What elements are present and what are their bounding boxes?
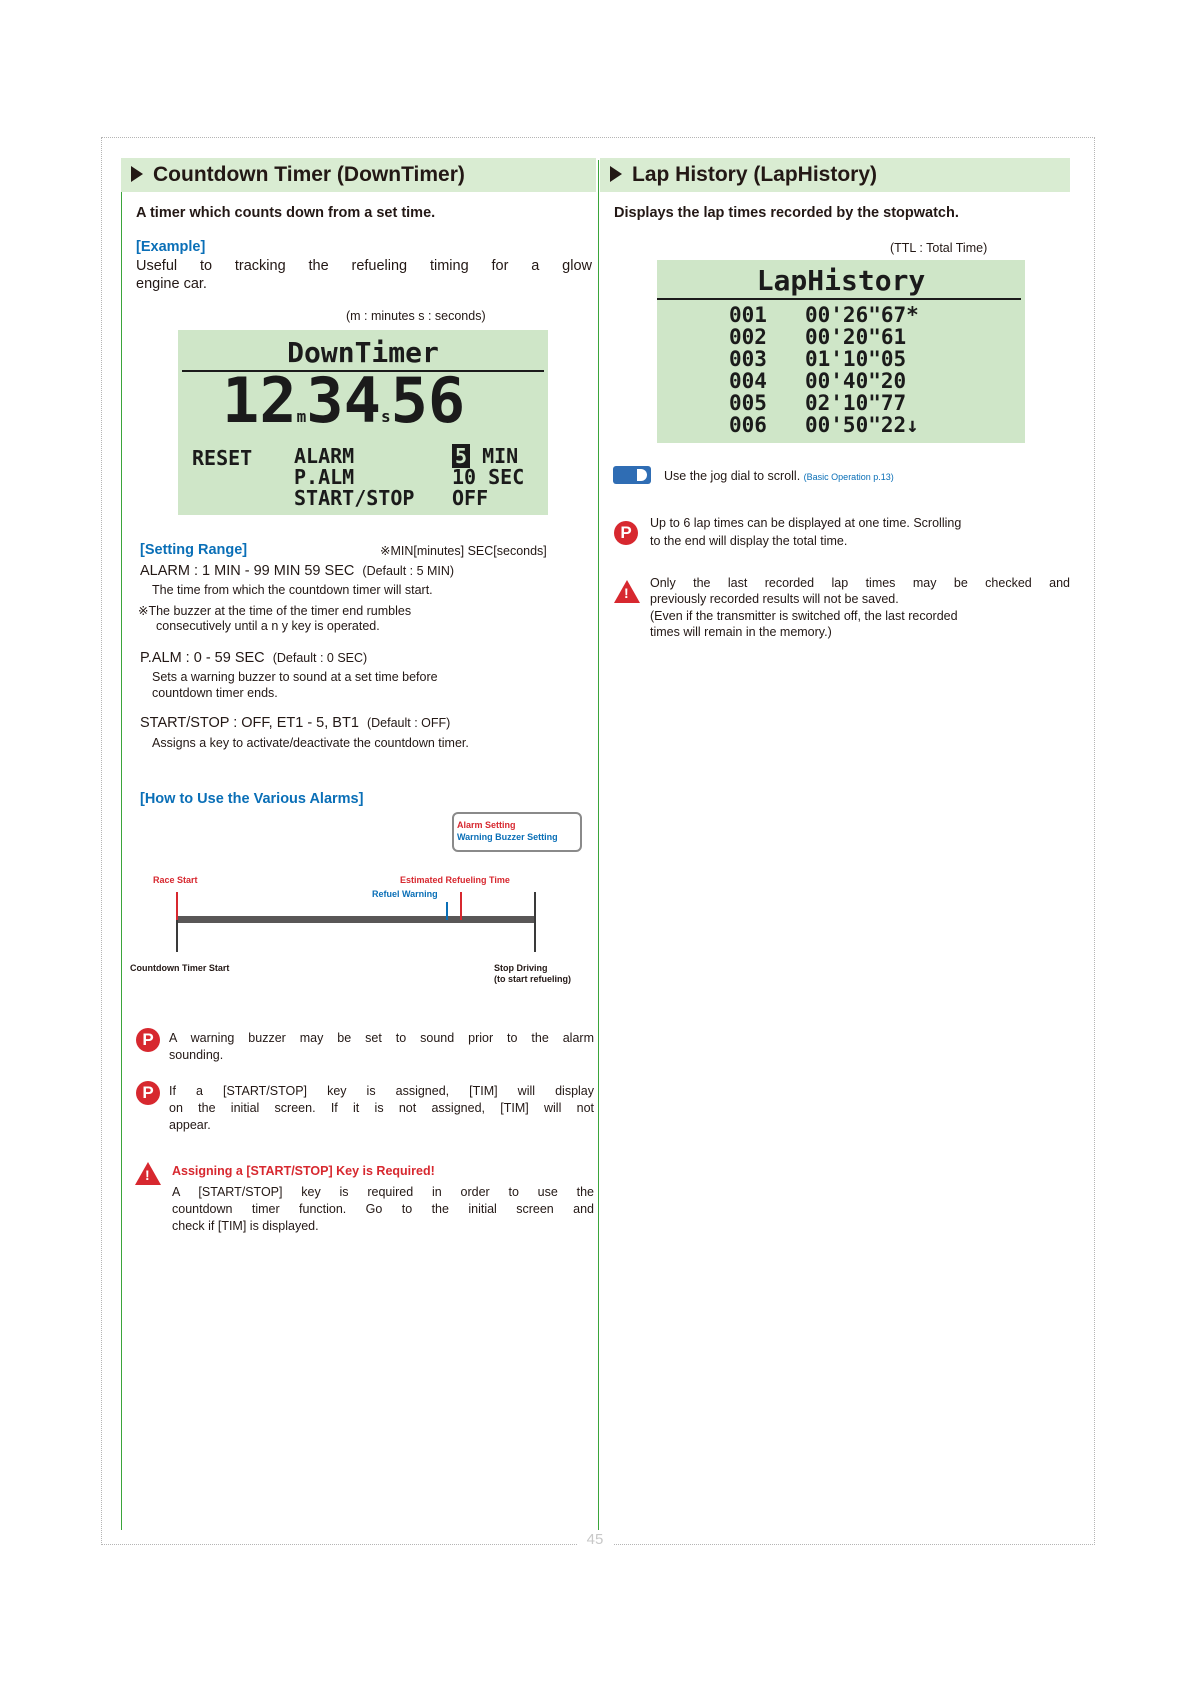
warning-line2: countdown timer function. Go to the initial screen and — [172, 1202, 594, 1216]
lap-time: 01'10"05 — [805, 347, 907, 371]
warning-line3: check if [TIM] is displayed. — [172, 1219, 319, 1233]
lap-number: 002 — [729, 325, 767, 349]
palm-desc-line1: Sets a warning buzzer to sound at a set time before — [152, 670, 438, 684]
race-start-label: Race Start — [153, 875, 198, 885]
lap-number: 005 — [729, 391, 767, 415]
warning-title: Assigning a [START/STOP] Key is Required! — [172, 1164, 435, 1178]
startstop-desc: Assigns a key to activate/deactivate the countdown timer. — [152, 736, 469, 750]
point-note-1-line1: A warning buzzer may be set to sound prior to the alarm — [169, 1031, 594, 1045]
point-icon: P — [136, 1028, 160, 1052]
downtimer-lcd — [178, 330, 548, 515]
lcd-settings-values: 5 MIN 10 SEC OFF — [452, 444, 525, 510]
lap-number: 001 — [729, 303, 767, 327]
jog-dial-icon — [613, 466, 651, 484]
lap-times — [805, 304, 919, 436]
example-text-line2: engine car. — [136, 276, 207, 292]
point-note-2-line3: appear. — [169, 1118, 211, 1132]
lap-warning-line4: times will remain in the memory.) — [650, 625, 832, 639]
lcd-title: DownTimer — [287, 336, 439, 369]
refuel-warning-label: Refuel Warning — [372, 889, 438, 899]
point-note-2-line1: If a [START/STOP] key is assigned, [TIM] will display — [169, 1084, 594, 1098]
lcd-settings-labels: ALARM P.ALM START/STOP — [294, 444, 415, 510]
lcd-reset: RESET — [192, 446, 253, 470]
lap-time: 00'26"67* — [805, 303, 919, 327]
lap-number: 006 — [729, 413, 767, 437]
setting-range-label: [Setting Range] — [140, 542, 248, 558]
point-note-2-line2: on the initial screen. If it is not assigned, [TIM] will not — [169, 1101, 594, 1115]
left-column-rule — [121, 160, 122, 1530]
lcd-title: LapHistory — [756, 264, 926, 297]
triangle-bullet-icon — [610, 166, 622, 182]
lap-time: 02'10"77 — [805, 391, 907, 415]
lap-time: 00'20"61 — [805, 325, 907, 349]
lcd-countdown-value: 12m34s56 — [222, 364, 466, 437]
point-icon: P — [614, 521, 638, 545]
point-icon: P — [136, 1081, 160, 1105]
example-text-line1: Useful to tracking the refueling timing for a glow — [136, 258, 592, 274]
lap-warning-line2: previously recorded results will not be saved. — [650, 592, 899, 606]
point-note-1-line2: sounding. — [169, 1048, 224, 1062]
palm-range: P.ALM : 0 - 59 SEC (Default : 0 SEC) — [140, 650, 368, 666]
lap-history-intro: Displays the lap times recorded by the stopwatch. — [614, 205, 959, 221]
jog-scroll-note: Use the jog dial to scroll. (Basic Operation p.13) — [664, 469, 894, 483]
palm-desc-line2: countdown timer ends. — [152, 686, 278, 700]
lap-history-header: Lap History (LapHistory) — [600, 158, 1070, 192]
center-column-rule — [598, 160, 599, 1530]
alarm-note-line1: ※The buzzer at the time of the timer end rumbles — [138, 604, 412, 618]
page-number: 45 — [0, 1531, 1190, 1548]
triangle-bullet-icon — [131, 166, 143, 182]
alarm-range: ALARM : 1 MIN - 99 MIN 59 SEC (Default : 5 MIN) — [140, 563, 455, 579]
countdown-intro: A timer which counts down from a set time. — [136, 205, 436, 221]
lap-point-line1: Up to 6 lap times can be displayed at one time. Scrolling — [650, 516, 962, 530]
warning-line1: A [START/STOP] key is required in order to use the — [172, 1185, 594, 1199]
timeline-bar — [177, 916, 535, 923]
alarm-legend: Alarm Setting Warning Buzzer Setting — [452, 812, 582, 852]
countdown-start-label: Countdown Timer Start — [130, 963, 230, 973]
units-note: (m : minutes s : seconds) — [346, 309, 486, 323]
alarms-usage-label: [How to Use the Various Alarms] — [140, 791, 364, 807]
warning-icon — [614, 580, 640, 603]
lap-number: 004 — [729, 369, 767, 393]
lap-time: 00'40"20 — [805, 369, 907, 393]
lap-numbers — [729, 304, 767, 436]
lap-time: 00'50"22↓ — [805, 413, 919, 437]
alarm-note-line2: consecutively until a n y key is operated. — [156, 619, 380, 633]
lap-point-line2: to the end will display the total time. — [650, 534, 848, 548]
lap-warning-line3: (Even if the transmitter is switched off, the last recorded — [650, 609, 958, 623]
setting-range-note: ※MIN[minutes] SEC[seconds] — [380, 544, 547, 558]
example-label: [Example] — [136, 239, 206, 255]
warning-icon — [135, 1162, 161, 1185]
stop-driving-label: Stop Driving (to start refueling) — [494, 963, 572, 984]
ttl-note: (TTL : Total Time) — [890, 241, 988, 255]
startstop-range: START/STOP : OFF, ET1 - 5, BT1 (Default : OFF) — [140, 715, 451, 731]
alarm-desc: The time from which the countdown timer will start. — [152, 583, 433, 597]
lap-number: 003 — [729, 347, 767, 371]
countdown-timer-header: Countdown Timer (DownTimer) — [121, 158, 596, 192]
estimated-refuel-label: Estimated Refueling Time — [400, 875, 510, 885]
lcd-divider — [657, 298, 1021, 300]
laphistory-lcd — [657, 260, 1025, 443]
lap-warning-line1: Only the last recorded lap times may be checked and — [650, 576, 1070, 590]
